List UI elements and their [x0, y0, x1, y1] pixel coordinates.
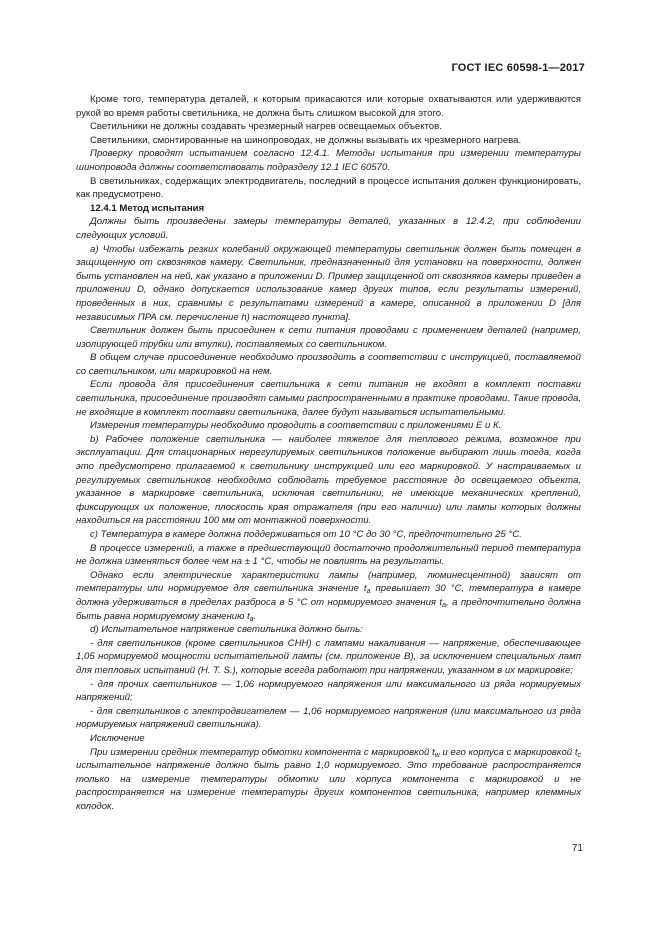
document-body — [76, 93, 581, 813]
text-run: , а предпочтительно должна быть равна нормируемому значению t — [76, 596, 581, 622]
paragraph: Измерения температуры необходимо проводить в соответствии с приложениями Е и К. — [90, 420, 502, 432]
paragraph: В общем случае присоединение необходимо производить в соответствии с инструкцией, поставляемой со светильником, или маркировкой на нем. — [76, 352, 581, 377]
subscript: a — [366, 588, 371, 596]
paragraph: Должны быть произведены замеры температуры деталей, указанных в 12.4.2, при соблюдении следующих условий. — [76, 216, 581, 241]
document-header: ГОСТ IEC 60598-1—2017 — [451, 62, 585, 74]
text-run: При измерении средних температур обмотки компонента с маркировкой t — [90, 746, 435, 758]
subscript: a — [442, 601, 447, 609]
exception-heading: Исключение — [90, 732, 145, 744]
text-run: Однако если электрические характеристики лампы (например, люминесцентной) зависят от температуры или нормируемое для светильника значение t — [76, 569, 581, 595]
paragraph: Светильники не должны создавать чрезмерный нагрев освещаемых объектов. — [90, 121, 442, 133]
text-run: . — [253, 610, 257, 622]
paragraph: Кроме того, температура деталей, к которым прикасаются или которые охватываются или удерживаются рукой во время работы светильника, не должна быть слишком высокой для этого. — [76, 94, 581, 119]
paragraph: b) Рабочее положение светильника — наиболее тяжелое для теплового режима, возможное при эксплуатации. Для стационарных нерегулируемых светильников положение выбирают лишь тогда, когда это предусмотрено прилагаемой к светильнику инструкцией или его маркировкой. У настраиваемых и регулируемых светильников необходимо соблюдать требуемое расстояние до освещаемого объекта, указанное в маркировке светильника, исключая светильники, не имеющие механических креплений, фиксирующих их положение, плоскость края отражателя (при его наличии) или лампы которых должны находиться на расстоянии 100 мм от монтажной поверхности. — [76, 433, 581, 527]
paragraph: Светильник должен быть присоединен к сети питания проводами с применением деталей (например, изолирующей трубки или втулки), поставляемых со светильником. — [76, 325, 581, 350]
paragraph: В светильниках, содержащих электродвигатель, последний в процессе испытания должен функционировать, как предусмотрено. — [76, 175, 581, 201]
list-item: - для светильников с электродвигателем — 1,06 нормируемого напряжения (или максимального из ряда нормируемых напряжений светильника). — [76, 705, 581, 731]
paragraph: a) Чтобы избежать резких колебаний окружающей температуры светильник должен быть помещен в защищенную от сквозняков камеру. Светильник, предназначенный для установки на поверхности, должен быть установлен на ней, как указано в приложении D. Пример защищенной от сквозняков камеры приведен в приложении D, однако допускается использование камер других типов, если результаты измерений, проведенных в них, сравнимы с результатами измерений в камере, описанной в приложении D [для независимых ПРА см. перечисление h) настоящего пункта]. — [76, 243, 581, 323]
subscript: a — [249, 615, 254, 623]
text-run: превышает 30 °С, температура в камере должна удерживаться в пределах разброса в 5 °С от нормируемого значения t — [76, 583, 582, 608]
subscript: w — [434, 751, 440, 759]
subscript: c — [577, 751, 581, 759]
paragraph: c) Температура в камере должна поддерживаться от 10 °С до 30 °С, предпочтительно 25 °С. — [90, 529, 522, 540]
paragraph: В процессе измерений, а также в предшествующий достаточно продолжительный период температура не должна изменяться более чем на ± 1 °С, чтобы не повлиять на результаты. — [76, 542, 581, 568]
list-item: - для прочих светильников — 1,06 нормируемого напряжения или максимального из ряда нормируемых напряжений; — [76, 678, 581, 704]
paragraph: Если провода для присоединения светильника к сети питания не входят в комплект поставки светильника, присоединение производят самыми распространенными в практике проводами. Такие провода, не входящие в комплект поставки светильника, далее будут называться испытательными. — [76, 379, 581, 418]
text-run: испытательное напряжение должно быть равно 1,0 нормируемого. Это требование распространяется только на измерение температуры обмотки или корпуса компонента с маркировкой и не распространяется на измерение температуры других компонентов светильника, например клеммных колодок. — [76, 760, 581, 812]
paragraph — [76, 569, 581, 623]
list-item: - для светильников (кроме светильников СНН) с лампами накаливания — напряжение, обеспечивающее 1,05 нормируемой мощности испытательной лампы (см. приложение В), за исключением специальных ламп для тепловых испытаний (Н. Т. S.), которые всегда работают при напряжении, указанном в их маркировке; — [76, 637, 581, 676]
paragraph: Проверку проводят испытанием согласно 12.4.1. Методы испытания при измерении температуры шинопровода должны соответствовать подразделу 12.1 IEC 60570. — [76, 148, 581, 173]
page-number: 71 — [571, 843, 583, 854]
text-run: и его корпуса с маркировкой t — [439, 746, 578, 758]
paragraph — [76, 746, 581, 814]
paragraph: Светильники, смонтированные на шинопроводах, не должны вызывать их чрезмерного нагрева. — [90, 134, 522, 146]
section-heading: 12.4.1 Метод испытания — [90, 202, 205, 214]
paragraph: d) Испытательное напряжение светильника должно быть: — [90, 624, 363, 636]
